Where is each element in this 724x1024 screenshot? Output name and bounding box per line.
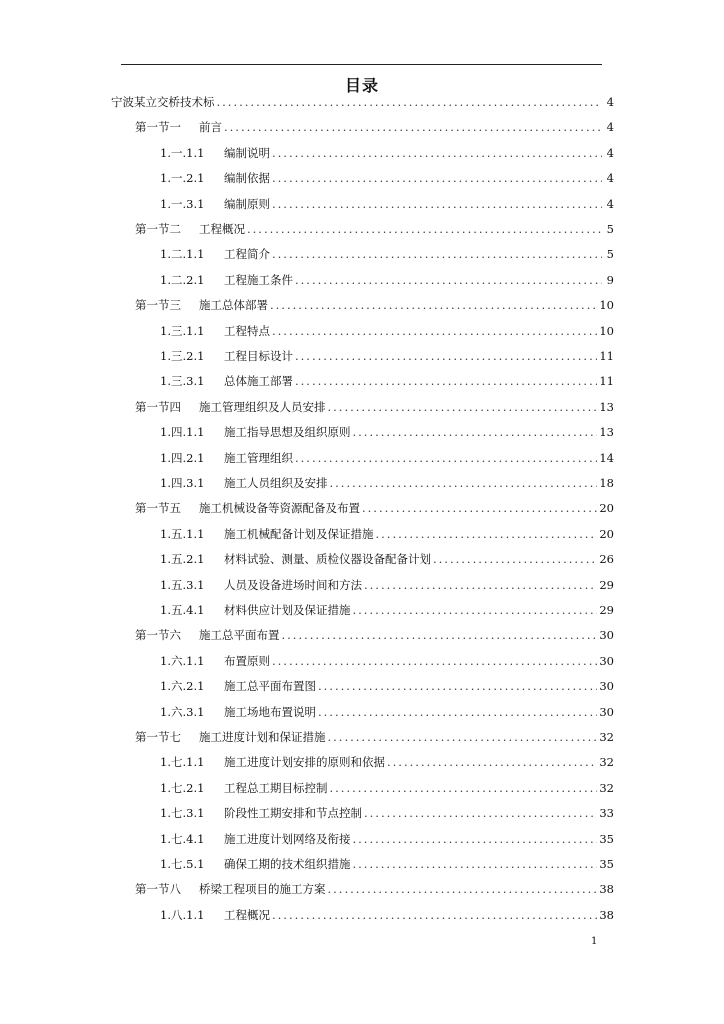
toc-entry-page: 32 [599, 730, 614, 744]
toc-entry[interactable] [160, 424, 614, 444]
dot-leader [353, 857, 598, 871]
toc-entry[interactable] [160, 170, 614, 190]
toc-entry-page: 20 [599, 526, 614, 541]
dot-leader [272, 324, 597, 338]
toc-entry-page: 35 [599, 857, 614, 871]
toc-entry-number: 1.七.4.1 [160, 831, 205, 846]
header-rule [121, 64, 602, 65]
toc-entry[interactable] [160, 323, 614, 343]
toc-entry-number: 第一节二 [135, 222, 181, 236]
toc-entry-title: 施工进度计划和保证措施 [199, 730, 326, 744]
footer-page-number: 1 [591, 936, 598, 947]
toc-entry-number: 1.七.3.1 [160, 806, 205, 821]
toc-entry-title: 工程概况 [199, 222, 245, 236]
toc-entry[interactable] [160, 272, 614, 292]
toc-entry-title: 人员及设备进场时间和方法 [224, 577, 362, 592]
toc-entry-title: 布置原则 [224, 653, 270, 668]
toc-entry-page: 9 [606, 272, 614, 287]
toc-entry-number: 1.一.1.1 [160, 145, 205, 160]
toc-entry-number: 1.七.1.1 [160, 755, 205, 770]
dot-leader [362, 501, 597, 515]
toc-entry-title: 材料供应计划及保证措施 [224, 603, 351, 617]
dot-leader [353, 832, 598, 846]
toc-entry-number: 1.四.2.1 [160, 450, 205, 465]
toc-entry[interactable] [160, 577, 614, 597]
toc-entry-title: 施工总平面布置 [199, 628, 280, 643]
dot-leader [295, 451, 597, 465]
toc-entry-title: 宁波某立交桥技术标 [111, 95, 215, 109]
dot-leader [272, 247, 602, 261]
toc-entry-number: 1.五.2.1 [160, 552, 205, 567]
toc-entry-page: 11 [599, 374, 614, 389]
toc-entry-number: 1.六.2.1 [160, 679, 205, 694]
toc-entry-title: 施工总体部署 [199, 298, 268, 313]
toc-entry-title: 编制说明 [224, 145, 270, 160]
toc-entry-page: 30 [599, 679, 614, 694]
toc-entry[interactable] [160, 653, 614, 673]
toc-entry[interactable] [135, 881, 614, 901]
toc-entry-page: 5 [606, 222, 614, 236]
toc-entry-page: 33 [599, 806, 614, 821]
toc-entry-title: 工程概况 [224, 907, 270, 922]
toc-entry[interactable] [160, 754, 614, 774]
toc-entry-page: 13 [599, 425, 614, 440]
toc-entry-number: 第一节三 [135, 298, 181, 313]
dot-leader [270, 298, 597, 312]
dot-leader [272, 146, 602, 160]
toc-entry-page: 30 [599, 704, 614, 719]
toc-entry-page: 18 [599, 476, 614, 490]
dot-leader [353, 425, 598, 439]
toc-entry-title: 施工总平面布置图 [224, 679, 316, 694]
toc-entry-page: 38 [599, 907, 614, 922]
toc-entry-page: 10 [599, 298, 614, 313]
dot-leader [295, 273, 602, 287]
toc-entry-number: 1.六.3.1 [160, 704, 205, 719]
dot-leader [295, 349, 597, 363]
toc-entry-title: 编制依据 [224, 171, 270, 186]
toc-entry[interactable] [160, 856, 614, 876]
toc-entry-title: 施工机械设备等资源配备及布置 [199, 501, 360, 516]
toc-entry-number: 1.七.2.1 [160, 780, 205, 795]
toc-entry-title: 编制原则 [224, 196, 270, 211]
toc-entry-page: 14 [599, 450, 614, 465]
dot-leader [328, 400, 598, 414]
toc-entry-title: 施工指导思想及组织原则 [224, 425, 351, 440]
toc-entry-number: 第一节六 [135, 628, 181, 643]
toc-entry-page: 4 [606, 145, 614, 160]
dot-leader [364, 806, 597, 820]
dot-leader [217, 95, 603, 109]
toc-entry-number: 第一节四 [135, 399, 181, 414]
toc-entry-title: 工程总工期目标控制 [224, 780, 328, 795]
toc-entry-number: 1.五.3.1 [160, 577, 205, 592]
toc-entry-number: 1.七.5.1 [160, 857, 205, 871]
toc-entry-page: 35 [599, 831, 614, 846]
toc-entry-title: 施工管理组织及人员安排 [199, 399, 326, 414]
toc-entry-title: 施工进度计划安排的原则和依据 [224, 755, 385, 770]
toc-entry-number: 第一节七 [135, 730, 181, 744]
toc-entry-page: 38 [599, 882, 614, 897]
toc-entry-page: 4 [606, 95, 614, 109]
toc-entry[interactable] [135, 627, 614, 647]
dot-leader [272, 171, 602, 185]
toc-entry-title: 工程目标设计 [224, 349, 293, 363]
toc-entry[interactable] [160, 246, 614, 266]
toc-entry-title: 前言 [199, 120, 222, 135]
toc-entry-title: 总体施工部署 [224, 374, 293, 389]
dot-leader [387, 755, 597, 769]
toc-entry-page: 30 [599, 653, 614, 668]
toc-entry-title: 阶段性工期安排和节点控制 [224, 806, 362, 821]
toc-entry[interactable] [160, 450, 614, 470]
toc-entry-title: 施工人员组织及安排 [224, 476, 328, 490]
toc-entry-number: 1.八.1.1 [160, 907, 205, 922]
toc-entry-title: 桥梁工程项目的施工方案 [199, 882, 326, 897]
toc-entry-number: 1.三.3.1 [160, 374, 205, 389]
toc-entry-number: 1.三.1.1 [160, 323, 205, 338]
toc-entry-page: 11 [599, 349, 614, 363]
toc-entry-page: 29 [599, 603, 614, 617]
toc-entry-page: 13 [599, 399, 614, 414]
toc-entry-title: 材料试验、测量、质检仪器设备配备计划 [224, 552, 431, 567]
toc-entry-title: 施工进度计划网络及衔接 [224, 831, 351, 846]
toc-entry-title: 工程简介 [224, 247, 270, 262]
toc-entry-number: 1.五.1.1 [160, 526, 205, 541]
dot-leader [295, 374, 597, 388]
dot-leader [328, 882, 598, 896]
toc-entry[interactable] [160, 602, 614, 622]
toc-entry-number: 第一节五 [135, 501, 181, 516]
dot-leader [282, 628, 598, 642]
toc-entry[interactable] [135, 729, 614, 749]
dot-leader [272, 654, 597, 668]
toc-entry[interactable] [160, 907, 614, 927]
toc-entry[interactable] [160, 475, 614, 495]
toc-entry-page: 32 [599, 755, 614, 770]
toc-entry[interactable] [160, 805, 614, 825]
dot-leader [328, 730, 598, 744]
toc-entry-title: 工程施工条件 [224, 272, 293, 287]
toc-entry[interactable] [135, 119, 614, 139]
toc-entry-number: 1.四.3.1 [160, 476, 205, 490]
toc-entry-page: 29 [599, 577, 614, 592]
toc-entry-page: 5 [606, 247, 614, 262]
toc-entry[interactable] [135, 500, 614, 520]
toc-entry[interactable] [160, 526, 614, 546]
toc-entry-title: 工程特点 [224, 323, 270, 338]
toc-entry-number: 1.一.2.1 [160, 171, 205, 186]
toc-entry-page: 4 [606, 171, 614, 186]
page-title: 目录 [344, 76, 379, 95]
toc-entry-number: 1.二.2.1 [160, 272, 205, 287]
dot-leader [330, 781, 598, 795]
dot-leader [433, 552, 597, 566]
toc-entry-page: 4 [606, 120, 614, 135]
toc-entry[interactable] [160, 196, 614, 216]
toc-entry-page: 30 [599, 628, 614, 643]
dot-leader [364, 578, 597, 592]
toc-entry[interactable] [111, 94, 614, 114]
dot-leader [318, 705, 597, 719]
toc-entry-title: 施工管理组织 [224, 450, 293, 465]
toc-entry-number: 1.五.4.1 [160, 603, 205, 617]
toc-entry-number: 1.四.1.1 [160, 425, 205, 440]
toc-entry[interactable] [135, 297, 614, 317]
toc-entry-number: 第一节八 [135, 882, 181, 897]
toc-entry-number: 1.六.1.1 [160, 653, 205, 668]
dot-leader [272, 197, 602, 211]
toc-entry[interactable] [160, 704, 614, 724]
toc-entry-page: 32 [599, 780, 614, 795]
toc-entry[interactable] [160, 145, 614, 165]
toc-entry[interactable] [160, 551, 614, 571]
toc-entry[interactable] [160, 348, 614, 368]
toc-entry[interactable] [135, 221, 614, 241]
toc-entry-number: 第一节一 [135, 120, 181, 135]
dot-leader [247, 222, 602, 236]
toc-entry-number: 1.三.2.1 [160, 349, 205, 363]
toc-entry-title: 确保工期的技术组织措施 [224, 857, 351, 871]
toc-entry-page: 4 [606, 196, 614, 211]
toc-entry[interactable] [160, 678, 614, 698]
toc-entry[interactable] [160, 780, 614, 800]
toc-entry[interactable] [135, 399, 614, 419]
toc-entry-title: 施工机械配备计划及保证措施 [224, 526, 374, 541]
dot-leader [376, 527, 598, 541]
toc-entry-title: 施工场地布置说明 [224, 704, 316, 719]
dot-leader [224, 120, 602, 134]
toc-entry[interactable] [160, 373, 614, 393]
toc-entry[interactable] [160, 831, 614, 851]
toc-entry-page: 26 [599, 552, 614, 567]
toc-entry-page: 10 [599, 323, 614, 338]
dot-leader [330, 476, 598, 490]
dot-leader [353, 603, 598, 617]
toc-entry-page: 20 [599, 501, 614, 516]
toc-entry-number: 1.二.1.1 [160, 247, 205, 262]
dot-leader [318, 679, 597, 693]
toc-entry-number: 1.一.3.1 [160, 196, 205, 211]
dot-leader [272, 908, 597, 922]
